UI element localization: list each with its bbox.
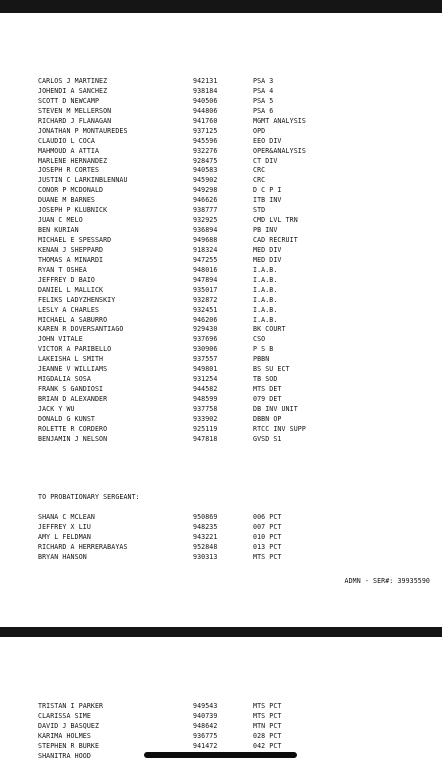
officer-name: KENAN J SHEPPARD <box>38 245 104 254</box>
officer-name: SHANITRA HOOD <box>38 751 91 760</box>
command-unit: 079 DET <box>253 395 282 403</box>
officer-name: VICTOR A PARIBELLO <box>38 345 112 354</box>
tax-id: 947818 <box>193 434 218 443</box>
tax-id: 946626 <box>193 196 218 205</box>
tax-id: 941760 <box>193 116 218 125</box>
tax-id: 932276 <box>193 146 218 155</box>
command-unit: EEO DIV <box>253 136 282 145</box>
roster-row <box>38 137 338 147</box>
roster-row <box>38 226 338 236</box>
tax-id: 944806 <box>193 106 218 115</box>
tax-id: 949688 <box>193 236 218 244</box>
tax-id: 935017 <box>193 285 218 294</box>
assignment-list <box>38 77 338 445</box>
officer-name: JEFFREY X LIU <box>38 522 91 531</box>
officer-name: JACK Y WU <box>38 404 75 413</box>
roster-row <box>38 196 338 206</box>
tax-id: 949543 <box>193 702 218 710</box>
command-unit: 028 PCT <box>253 731 282 740</box>
roster-row <box>38 256 338 266</box>
roster-row <box>38 355 338 365</box>
roster-row <box>38 702 338 712</box>
officer-name: RICHARD A HERRERABAYAS <box>38 542 128 551</box>
command-unit: PB INV <box>253 226 278 235</box>
command-unit: PSA 5 <box>253 96 274 105</box>
roster-row <box>38 325 338 335</box>
officer-name: LAKEISHA L SMITH <box>38 355 104 364</box>
tax-id: 946206 <box>193 315 218 324</box>
tax-id: 936775 <box>193 731 218 740</box>
officer-name: CLAUDIO L COCA <box>38 136 95 145</box>
roster-row <box>38 513 338 523</box>
officer-name: KARIMA HOLMES <box>38 731 91 740</box>
tax-id: 948642 <box>193 721 218 730</box>
officer-name: JUSTIN C LARKINBLENNAU <box>38 176 128 185</box>
roster-row <box>38 87 338 97</box>
officer-name: DANIEL L MALLICK <box>38 285 104 294</box>
roster-row <box>38 176 338 186</box>
command-unit: MTS PCT <box>253 711 282 720</box>
roster-row <box>38 306 338 316</box>
roster-row <box>38 523 338 533</box>
command-unit: MTS PCT <box>253 702 282 710</box>
command-unit: GVSD S1 <box>253 434 282 443</box>
officer-name: JEFFREY D BAIO <box>38 275 95 284</box>
roster-row <box>38 722 338 732</box>
officer-name: JOSEPH P KLUBNICK <box>38 206 108 215</box>
command-unit: MTS PCT <box>253 552 282 561</box>
command-unit: CSO <box>253 335 266 344</box>
officer-name: RYAN T OSHEA <box>38 265 87 274</box>
roster-row <box>38 97 338 107</box>
roster-row <box>38 77 338 87</box>
tax-id: 930313 <box>193 552 218 561</box>
command-unit: PSA 6 <box>253 106 274 115</box>
tax-id: 950869 <box>193 513 218 521</box>
command-unit: I.A.B. <box>253 295 278 304</box>
command-unit: D C P I <box>253 186 282 195</box>
command-unit: PSA 3 <box>253 77 274 85</box>
tax-id: 940506 <box>193 96 218 105</box>
roster-row <box>38 266 338 276</box>
officer-name: RICHARD J FLANAGAN <box>38 116 112 125</box>
officer-name: JOSEPH R CORTES <box>38 166 100 175</box>
command-unit: I.A.B. <box>253 285 278 294</box>
command-unit: STD <box>253 206 266 215</box>
officer-name: FELIKS LADYZHENSKIY <box>38 295 116 304</box>
command-unit: TB SOD <box>253 375 278 384</box>
command-unit: MGMT ANALYSIS <box>253 116 306 125</box>
roster-row <box>38 286 338 296</box>
tax-id: 945596 <box>193 136 218 145</box>
tax-id: 930906 <box>193 345 218 354</box>
officer-name: JUAN C MELO <box>38 216 83 225</box>
tax-id: 931254 <box>193 375 218 384</box>
command-unit: RTCC INV SUPP <box>253 424 306 433</box>
officer-name: LESLY A CHARLES <box>38 305 100 314</box>
command-unit: CAD RECRUIT <box>253 236 298 244</box>
roster-row <box>38 186 338 196</box>
tax-id: 932925 <box>193 216 218 225</box>
command-unit: CRC <box>253 166 266 175</box>
roster-row <box>38 246 338 256</box>
command-unit: PSA 4 <box>253 86 274 95</box>
officer-name: FRANK S GANDIOSI <box>38 385 104 394</box>
command-unit: MED DIV <box>253 245 282 254</box>
roster-row <box>38 415 338 425</box>
officer-name: BENJAMIN J NELSON <box>38 434 108 443</box>
officer-name: THOMAS A MINARDI <box>38 255 104 264</box>
officer-name: CLARISSA SIME <box>38 711 91 720</box>
roster-row <box>38 435 338 445</box>
command-unit: MTN PCT <box>253 721 282 730</box>
command-unit: DB INV UNIT <box>253 404 298 413</box>
officer-name: DONALD G KUNST <box>38 414 95 423</box>
roster-row <box>38 127 338 137</box>
roster-row <box>38 316 338 326</box>
roster-row <box>38 425 338 435</box>
command-unit: 006 PCT <box>253 513 282 521</box>
command-unit: BS SU ECT <box>253 365 290 374</box>
roster-row <box>38 147 338 157</box>
officer-name: AMY L FELDMAN <box>38 532 91 541</box>
officer-name: MICHAEL A SABURRO <box>38 315 108 324</box>
roster-row <box>38 385 338 395</box>
officer-name: SCOTT D NEWCAMP <box>38 96 100 105</box>
officer-name: SHANA C MCLEAN <box>38 513 95 521</box>
roster-row <box>38 553 338 563</box>
tax-id: 925119 <box>193 424 218 433</box>
tax-id: 940583 <box>193 166 218 175</box>
tax-id: 937696 <box>193 335 218 344</box>
command-unit: OPER&ANALYSIS <box>253 146 306 155</box>
tax-id: 941472 <box>193 741 218 750</box>
roster-row <box>38 732 338 742</box>
command-unit: 013 PCT <box>253 542 282 551</box>
tax-id: 929430 <box>193 325 218 334</box>
roster-row <box>38 405 338 415</box>
tax-id: 938777 <box>193 206 218 215</box>
tax-id: 952848 <box>193 542 218 551</box>
tax-id: 918324 <box>193 245 218 254</box>
roster-row <box>38 296 338 306</box>
tax-id: 940739 <box>193 711 218 720</box>
roster-row <box>38 365 338 375</box>
officer-name: CONOR P MCDONALD <box>38 186 104 195</box>
tax-id: 949801 <box>193 365 218 374</box>
officer-name: JEANNE V WILLIAMS <box>38 365 108 374</box>
command-unit: P S B <box>253 345 274 354</box>
command-unit: MED DIV <box>253 255 282 264</box>
roster-row <box>38 395 338 405</box>
officer-name: ROLETTE R CORDERO <box>38 424 108 433</box>
tax-id: 942131 <box>193 77 218 85</box>
section-heading: TO PROBATIONARY SERGEANT: <box>38 493 140 501</box>
command-unit: ITB INV <box>253 196 282 205</box>
tax-id: 948235 <box>193 522 218 531</box>
roster-row <box>38 236 338 246</box>
roster-row <box>38 335 338 345</box>
command-unit: I.A.B. <box>253 305 278 314</box>
page-break-separator <box>0 627 442 637</box>
roster-row <box>38 345 338 355</box>
officer-name: MICHAEL E SPESSARD <box>38 236 112 244</box>
command-unit: I.A.B. <box>253 275 278 284</box>
tax-id: 945902 <box>193 176 218 185</box>
roster-row <box>38 543 338 553</box>
officer-name: MIGDALIA SOSA <box>38 375 91 384</box>
roster-row <box>38 276 338 286</box>
command-unit: 042 PCT <box>253 741 282 750</box>
roster-row <box>38 533 338 543</box>
officer-name: STEVEN M MELLERSON <box>38 106 112 115</box>
tax-id: 943221 <box>193 532 218 541</box>
tax-id: 933902 <box>193 414 218 423</box>
officer-name: DUANE M BARNES <box>38 196 95 205</box>
tax-id: 948599 <box>193 395 218 403</box>
roster-row <box>38 107 338 117</box>
roster-row <box>38 166 338 176</box>
roster-row <box>38 712 338 722</box>
tax-id: 947894 <box>193 275 218 284</box>
command-unit: BK COURT <box>253 325 286 334</box>
officer-name: MARLENE HERNANDEZ <box>38 156 108 165</box>
tax-id: 947255 <box>193 255 218 264</box>
officer-name: KAREN R DOVERSANTIAGO <box>38 325 124 334</box>
tax-id: 932872 <box>193 295 218 304</box>
officer-name: CARLOS J MARTINEZ <box>38 77 108 85</box>
officer-name: BEN KURIAN <box>38 226 79 235</box>
officer-name: DAVID J BASQUEZ <box>38 721 100 730</box>
officer-name: TRISTAN I PARKER <box>38 702 104 710</box>
command-unit: DBBN OP <box>253 414 282 423</box>
officer-name: BRYAN HANSON <box>38 552 87 561</box>
roster-row <box>38 157 338 167</box>
command-unit: 010 PCT <box>253 532 282 541</box>
officer-name: BRIAN D ALEXANDER <box>38 395 108 403</box>
command-unit: I.A.B. <box>253 265 278 274</box>
roster-row <box>38 216 338 226</box>
command-unit: I.A.B. <box>253 315 278 324</box>
tax-id: 937758 <box>193 404 218 413</box>
command-unit: CT DIV <box>253 156 278 165</box>
officer-name: MAHMOUD A ATTIA <box>38 146 100 155</box>
tax-id: 949298 <box>193 186 218 195</box>
document-reference: ADMN - SER#: 39935590 <box>344 577 430 585</box>
tax-id: 937125 <box>193 126 218 135</box>
tax-id: 938184 <box>193 86 218 95</box>
tax-id: 936894 <box>193 226 218 235</box>
officer-name: JOHN VITALE <box>38 335 83 344</box>
roster-row <box>38 742 338 752</box>
roster-row <box>38 206 338 216</box>
command-unit: CRC <box>253 176 266 185</box>
tax-id: 937557 <box>193 355 218 364</box>
officer-name: STEPHEN R BURKE <box>38 741 100 750</box>
tax-id: 948016 <box>193 265 218 274</box>
roster-row <box>38 117 338 127</box>
tax-id: 932451 <box>193 305 218 314</box>
sergeant-list <box>38 513 338 563</box>
command-unit: OPD <box>253 126 266 135</box>
roster-row <box>38 375 338 385</box>
officer-name: JONATHAN P MONTAUREDES <box>38 126 128 135</box>
command-unit: PBBN <box>253 355 270 364</box>
tax-id: 928475 <box>193 156 218 165</box>
officer-name: JOHENDI A SANCHEZ <box>38 86 108 95</box>
tax-id: 944582 <box>193 385 218 394</box>
home-indicator[interactable] <box>144 752 297 758</box>
top-page-separator <box>0 0 442 13</box>
command-unit: MTS DET <box>253 385 282 394</box>
command-unit: 007 PCT <box>253 522 282 531</box>
command-unit: CMD LVL TRN <box>253 216 298 225</box>
